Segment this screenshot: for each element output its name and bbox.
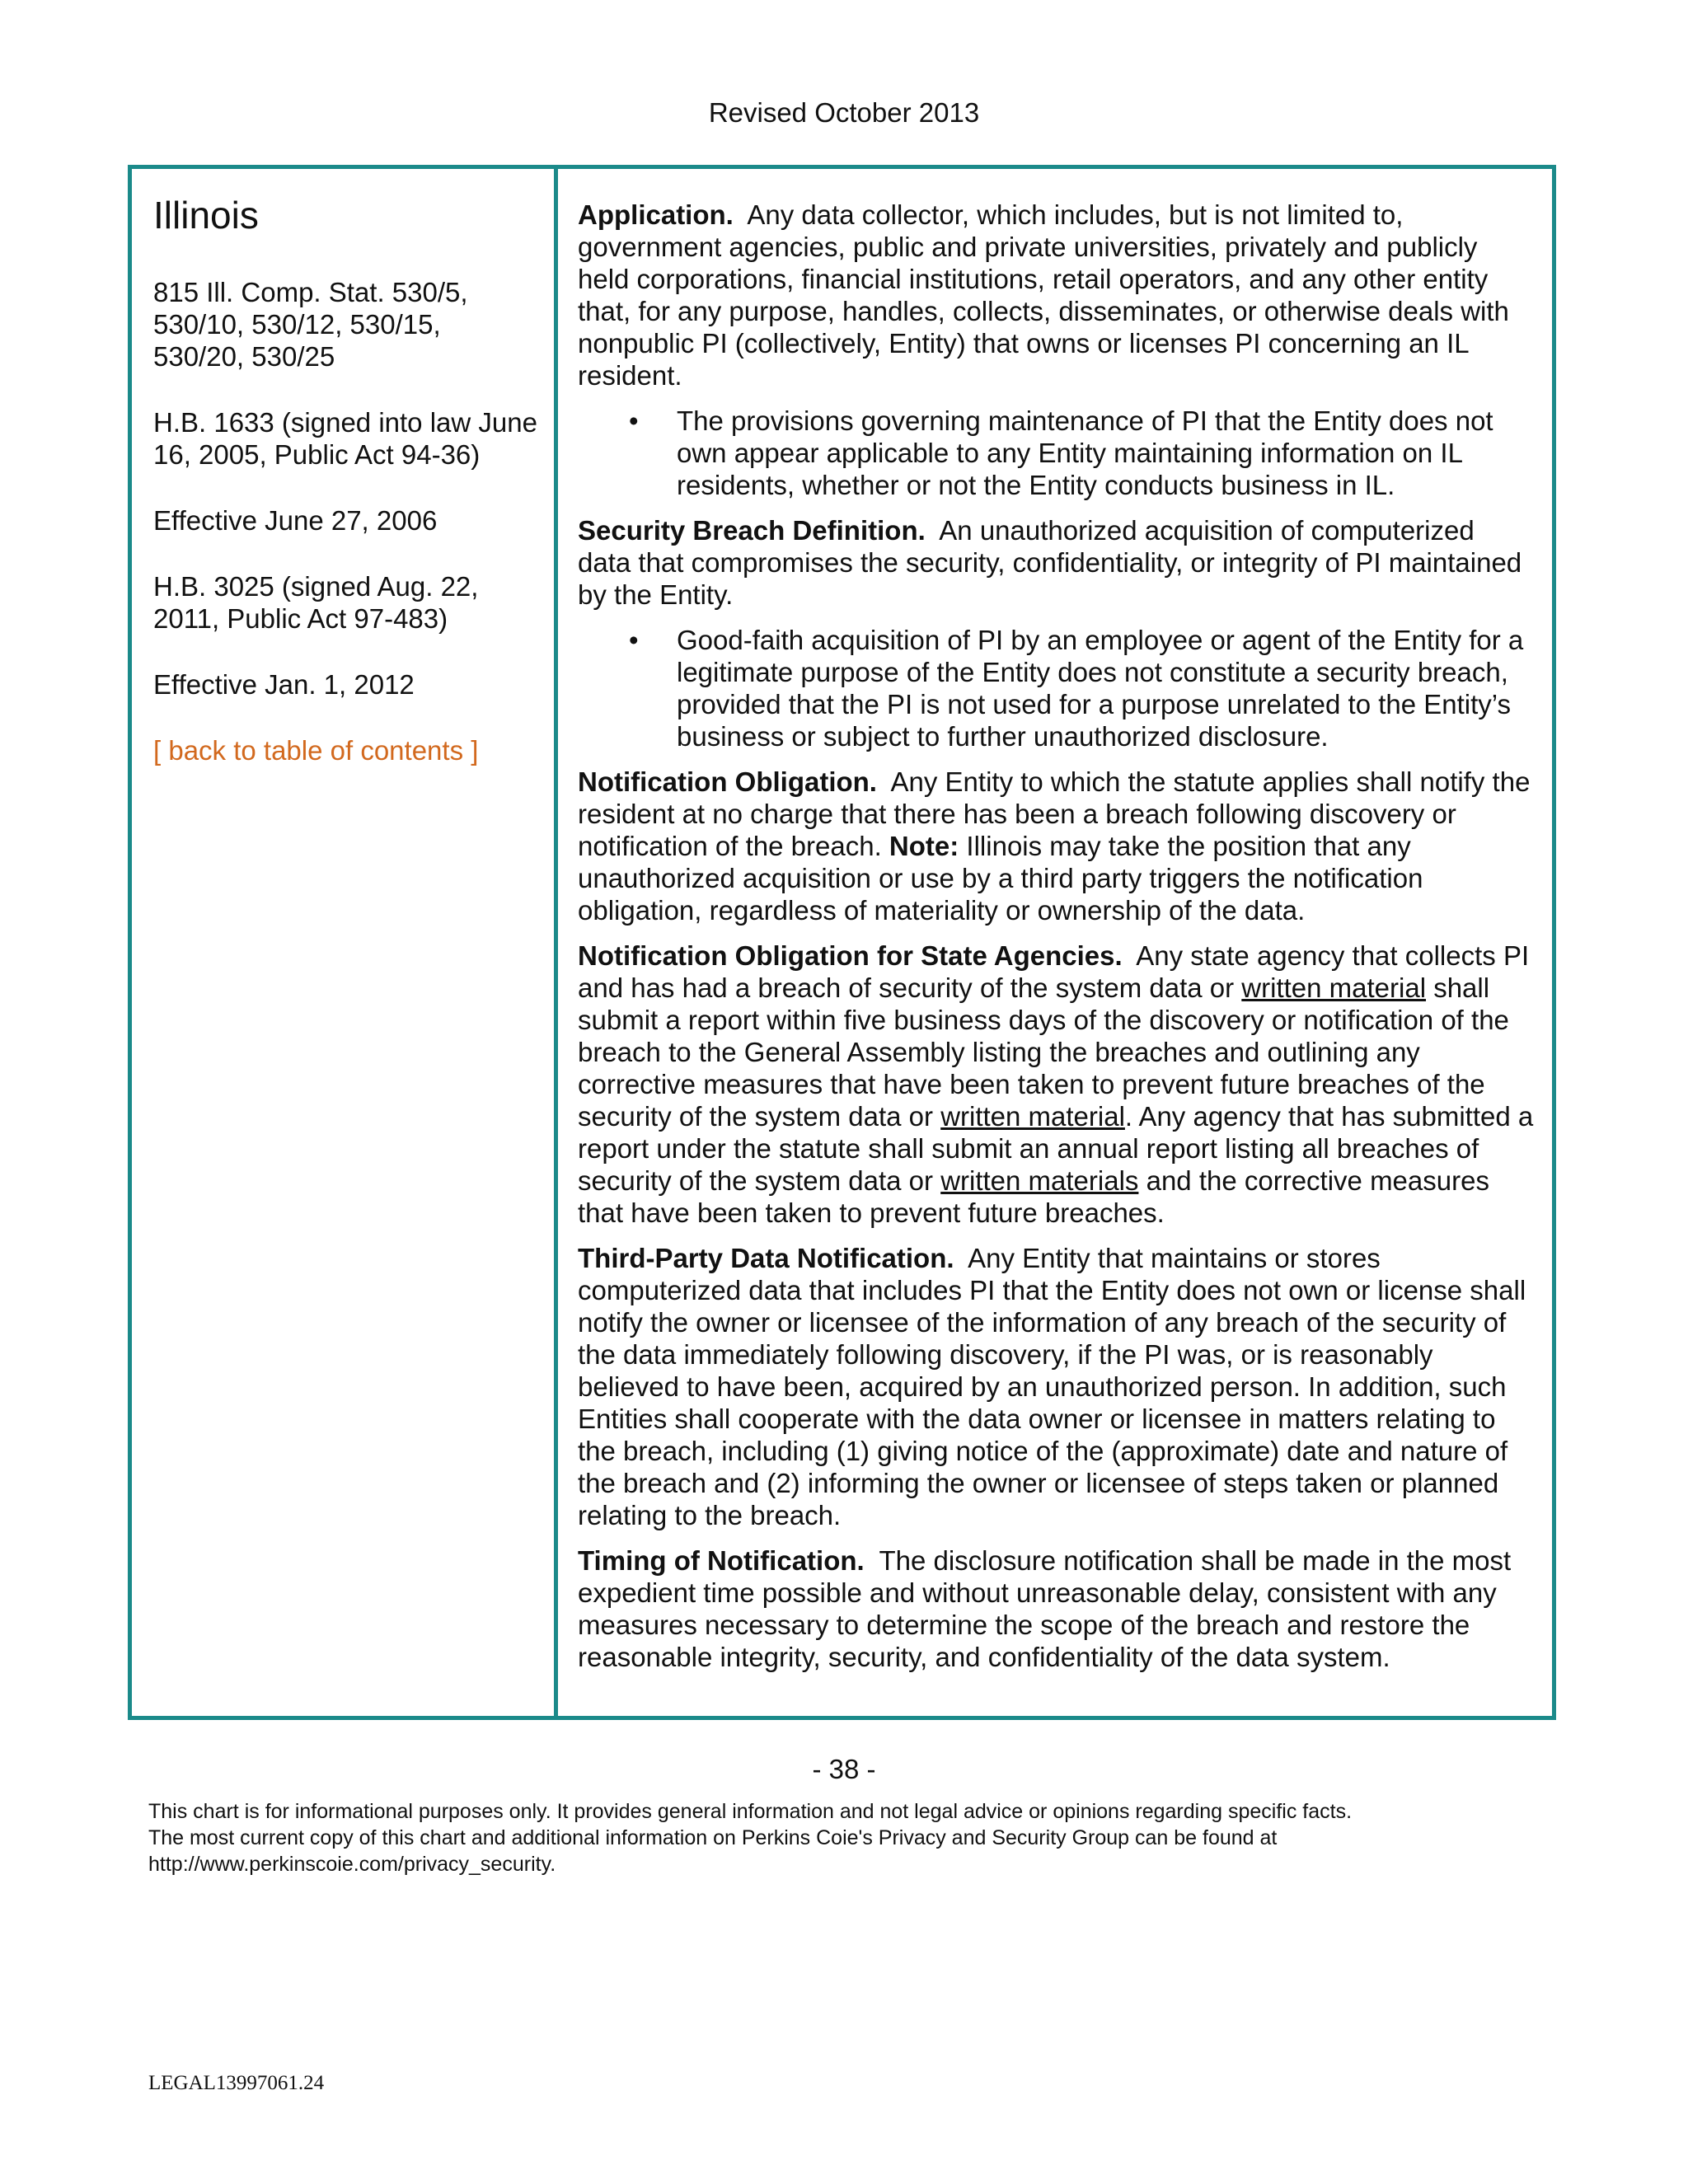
left-column [132, 169, 558, 1716]
revised-date: Revised October 2013 [708, 97, 980, 128]
right-column [558, 169, 1552, 1716]
document-id: LEGAL13997061.24 [148, 2072, 325, 2094]
application-text: Any data collector, which includes, but is not limited to, government agencies, public and private universities, privately and publicly held corporations, financial institutions, retail operators, and any other entity that, for any purpose, handles, collects, disseminates, or otherwise deals with nonpublic PI (collectively, Entity) that owns or licenses PI concerning an IL resident. [578, 199, 1509, 391]
application-bullet-text: The provisions governing maintenance of PI that the Entity does not own appear applicable to any Entity maintaining information on IL residents, whether or not the Entity conducts business in IL. [677, 405, 1493, 500]
bill-3025: H.B. 3025 (signed Aug. 22, 2011, Public Act 97-483) [153, 571, 479, 634]
breach-definition-section [578, 514, 1534, 611]
application-section [578, 199, 1534, 391]
underlined-term: written materials [940, 1165, 1139, 1196]
disclaimer-footer [148, 1798, 1632, 1877]
notification-section [578, 766, 1534, 926]
statute-citation: 815 Ill. Comp. Stat. 530/5, 530/10, 530/12, 530/15, 530/20, 530/25 [153, 277, 468, 372]
back-to-toc-link[interactable]: [ back to table of contents ] [153, 735, 479, 766]
state-agencies-text-3: . Any agency that has submitted a report under the statute shall submit an annual report listing all breaches of security of the system data or [578, 1101, 1534, 1196]
state-agencies-section [578, 940, 1534, 1229]
application-heading: Application. [578, 199, 734, 230]
state-agencies-text-2: shall submit a report within five business days of the discovery or notification of the breach to the General Assembly listing the breaches and outlining any corrective measures that have been taken to prevent future breaches of the security of the system data or [578, 972, 1509, 1132]
timing-heading: Timing of Notification. [578, 1545, 865, 1576]
underlined-term: written material [1241, 972, 1427, 1003]
state-title: Illinois [153, 194, 259, 237]
third-party-text: Any Entity that maintains or stores computerized data that includes PI that the Entity does not own or license shall notify the owner or licensee of the information of any breach of the security of the data immediately following discovery, if the PI was, or is reasonably believed to have been, acquired by an unauthorized person. In addition, such Entities shall cooperate with the data owner or licensee in matters relating to the breach, including (1) giving notice of the (approximate) date and nature of the breach and (2) informing the owner or licensee of steps taken or planned relating to the breach. [578, 1243, 1526, 1530]
effective-date-1: Effective June 27, 2006 [153, 505, 438, 536]
state-agencies-text-1: Any state agency that collects PI and has had a breach of security of the system data or [578, 940, 1530, 1003]
state-law-table [128, 165, 1556, 1720]
footer-line-3: http://www.perkinscoie.com/privacy_security. [148, 1853, 556, 1876]
notification-text: Any Entity to which the statute applies shall notify the resident at no charge that there has been a breach following discovery or notification of the breach. [578, 766, 1531, 861]
note-label: Note: [889, 831, 959, 861]
breach-definition-bullets [578, 624, 1534, 752]
timing-text: The disclosure notification shall be made in the most expedient time possible and without unreasonable delay, consistent with any measures necessary to determine the scope of the breach and restore the reasonable integrity, security, and confidentiality of the data system. [578, 1545, 1512, 1672]
bullet-icon: • [629, 625, 639, 655]
list-item [578, 624, 1534, 752]
timing-section [578, 1544, 1534, 1673]
footer-line-2: The most current copy of this chart and additional information on Perkins Coie's Privacy and Security Group can be found at [148, 1826, 1278, 1849]
page-number: - 38 - [812, 1754, 876, 1784]
effective-date-2: Effective Jan. 1, 2012 [153, 669, 415, 700]
bill-1633: H.B. 1633 (signed into law June 16, 2005, Public Act 94-36) [153, 407, 537, 470]
footer-line-1: This chart is for informational purposes only. It provides general information and not legal advice or opinions regarding specific facts. [148, 1800, 1353, 1823]
breach-definition-text: An unauthorized acquisition of computerized data that compromises the security, confidentiality, or integrity of PI maintained by the Entity. [578, 515, 1522, 610]
application-bullets [578, 405, 1534, 501]
note-text: Illinois may take the position that any unauthorized acquisition or use by a third party triggers the notification obligation, regardless of materiality or ownership of the data. [578, 831, 1423, 926]
third-party-section [578, 1242, 1534, 1531]
state-agencies-text-4: and the corrective measures that have been taken to prevent future breaches. [578, 1165, 1489, 1228]
list-item [578, 405, 1534, 501]
breach-definition-heading: Security Breach Definition. [578, 515, 926, 546]
bullet-icon: • [629, 405, 639, 436]
third-party-heading: Third-Party Data Notification. [578, 1243, 954, 1273]
state-agencies-heading: Notification Obligation for State Agencies. [578, 940, 1123, 971]
underlined-term: written material [940, 1101, 1125, 1132]
notification-heading: Notification Obligation. [578, 766, 877, 797]
breach-definition-bullet-text: Good-faith acquisition of PI by an employee or agent of the Entity for a legitimate purpose of the Entity does not constitute a security breach, provided that the PI is not used for a purpose unrelated to the Entity’s business or subject to further unauthorized disclosure. [677, 625, 1524, 752]
